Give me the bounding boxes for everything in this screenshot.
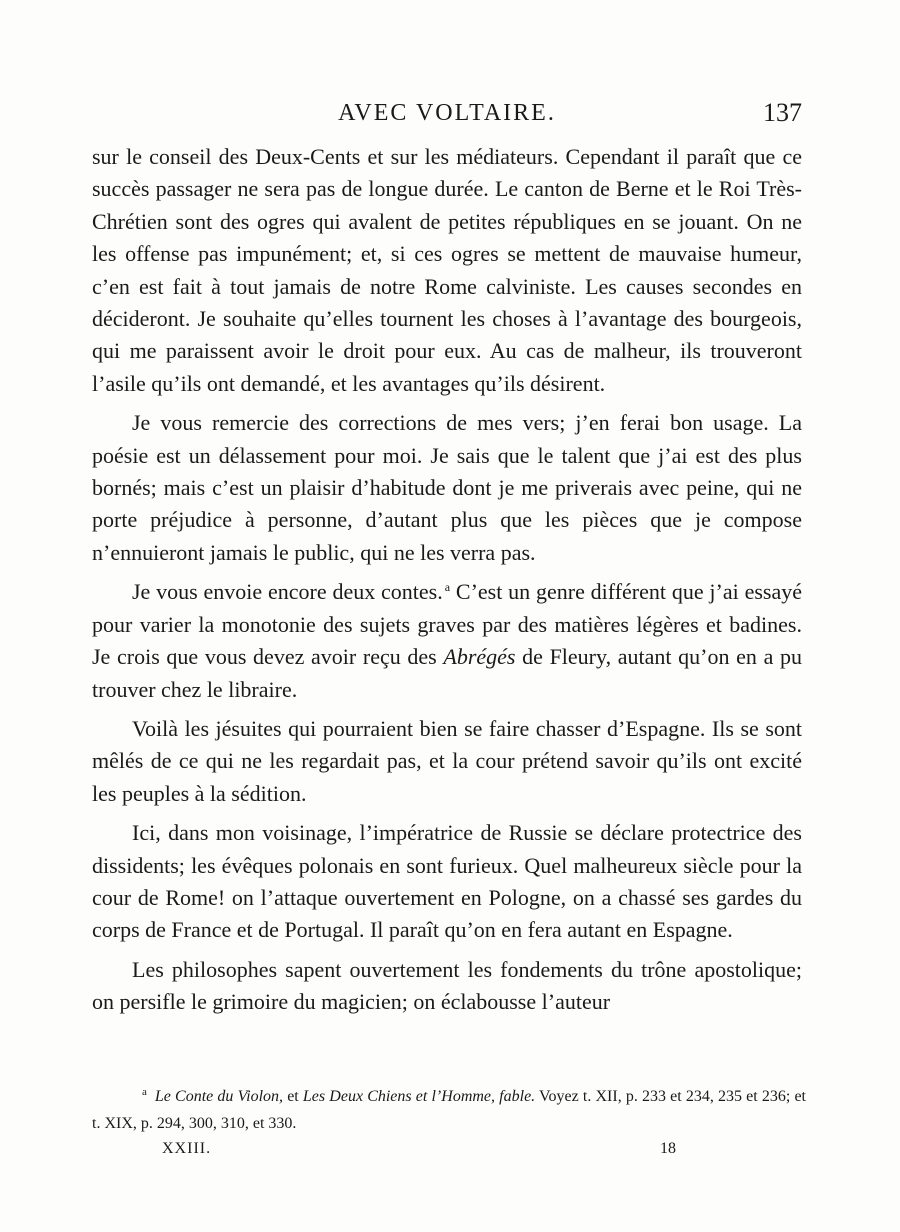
paragraph-3-part-b: C’est un genre différent que j’ai essayé pour varier la monotonie des sujets graves par des matières légères et badines. Je crois que vous devez avoir reçu des	[92, 579, 802, 670]
footnote-connector: et	[283, 1088, 303, 1105]
running-title: AVEC VOLTAIRE.	[338, 100, 556, 126]
footnote-reference: a	[444, 579, 451, 594]
paragraph-4: Voilà les jésuites qui pourraient bien se faire chasser d’Espagne. Ils se sont mêlés de ce qui ne les regardait pas, et la cour prétend savoir qu’ils ont excité les peuples à la sédition.	[92, 715, 802, 806]
footnote-mark: a	[142, 1085, 147, 1098]
footnote-title-1: Le Conte du Violon,	[154, 1088, 284, 1105]
paragraph-3-part-a: Je vous envoie encore deux contes.	[132, 579, 443, 605]
body-text	[92, 141, 802, 1026]
paragraph-5: Ici, dans mon voisinage, l’impératrice de Russie se déclare protectrice des dissidents; les évêques polonais en sont furieux. Quel malheureux siècle pour la cour de Rome! on l’attaque ouvertement en Pologne, on a chassé ses gardes du corps de France et de Portugal. Il paraît qu’on en fera autant en Espagne.	[92, 820, 802, 943]
volume-signature: XXIII.	[162, 1140, 212, 1157]
paragraph-3-italic-title: Abrégés	[443, 644, 516, 670]
paragraph-3	[92, 576, 802, 706]
page-footer	[92, 1140, 806, 1164]
paragraph-1: sur le conseil des Deux-Cents et sur les médiateurs. Cependant il paraît que ce succès passager ne sera pas de longue durée. Le canton de Berne et le Roi Très-Chrétien sont des ogres qui avalent de petites républiques en se jouant. On ne les offense pas impunément; et, si ces ogres se mettent de mauvaise humeur, c’en est fait à tout jamais de notre Rome calviniste. Les causes secondes en décideront. Je souhaite qu’elles tournent les choses à l’avantage des bourgeois, qui me paraissent avoir le droit pour eux. Au cas de malheur, ils trouveront l’asile qu’ils ont demandé, et les avantages qu’ils désirent.	[92, 144, 802, 396]
paragraph-3-part-c: de Fleury, autant qu’on en a pu trouver chez le libraire.	[92, 644, 802, 702]
paragraph-6: Les philosophes sapent ouvertement les fondements du trône apostolique; on persifle le grimoire du magicien; on éclabousse l’auteur	[92, 956, 802, 1015]
running-head	[92, 96, 802, 130]
paragraph-2: Je vous remercie des corrections de mes vers; j’en ferai bon usage. La poésie est un délassement pour moi. Je sais que le talent que j’ai est des plus bornés; mais c’est un plaisir d’habitude dont je me priverais avec peine, qui ne porte préjudice à personne, d’autant plus que les pièces que je compose n’ennuieront jamais le public, qui ne les verra pas.	[92, 410, 802, 565]
footnote	[92, 1083, 806, 1137]
footnote-title-2: Les Deux Chiens et l’Homme, fable.	[302, 1088, 536, 1105]
footnote-reference-text: Voyez t. XII, p. 233 et 234, 235 et 236; et t. XIX, p. 294, 300, 310, et 330.	[92, 1088, 807, 1132]
page-number: 137	[763, 98, 802, 127]
signature-number: 18	[660, 1140, 676, 1157]
